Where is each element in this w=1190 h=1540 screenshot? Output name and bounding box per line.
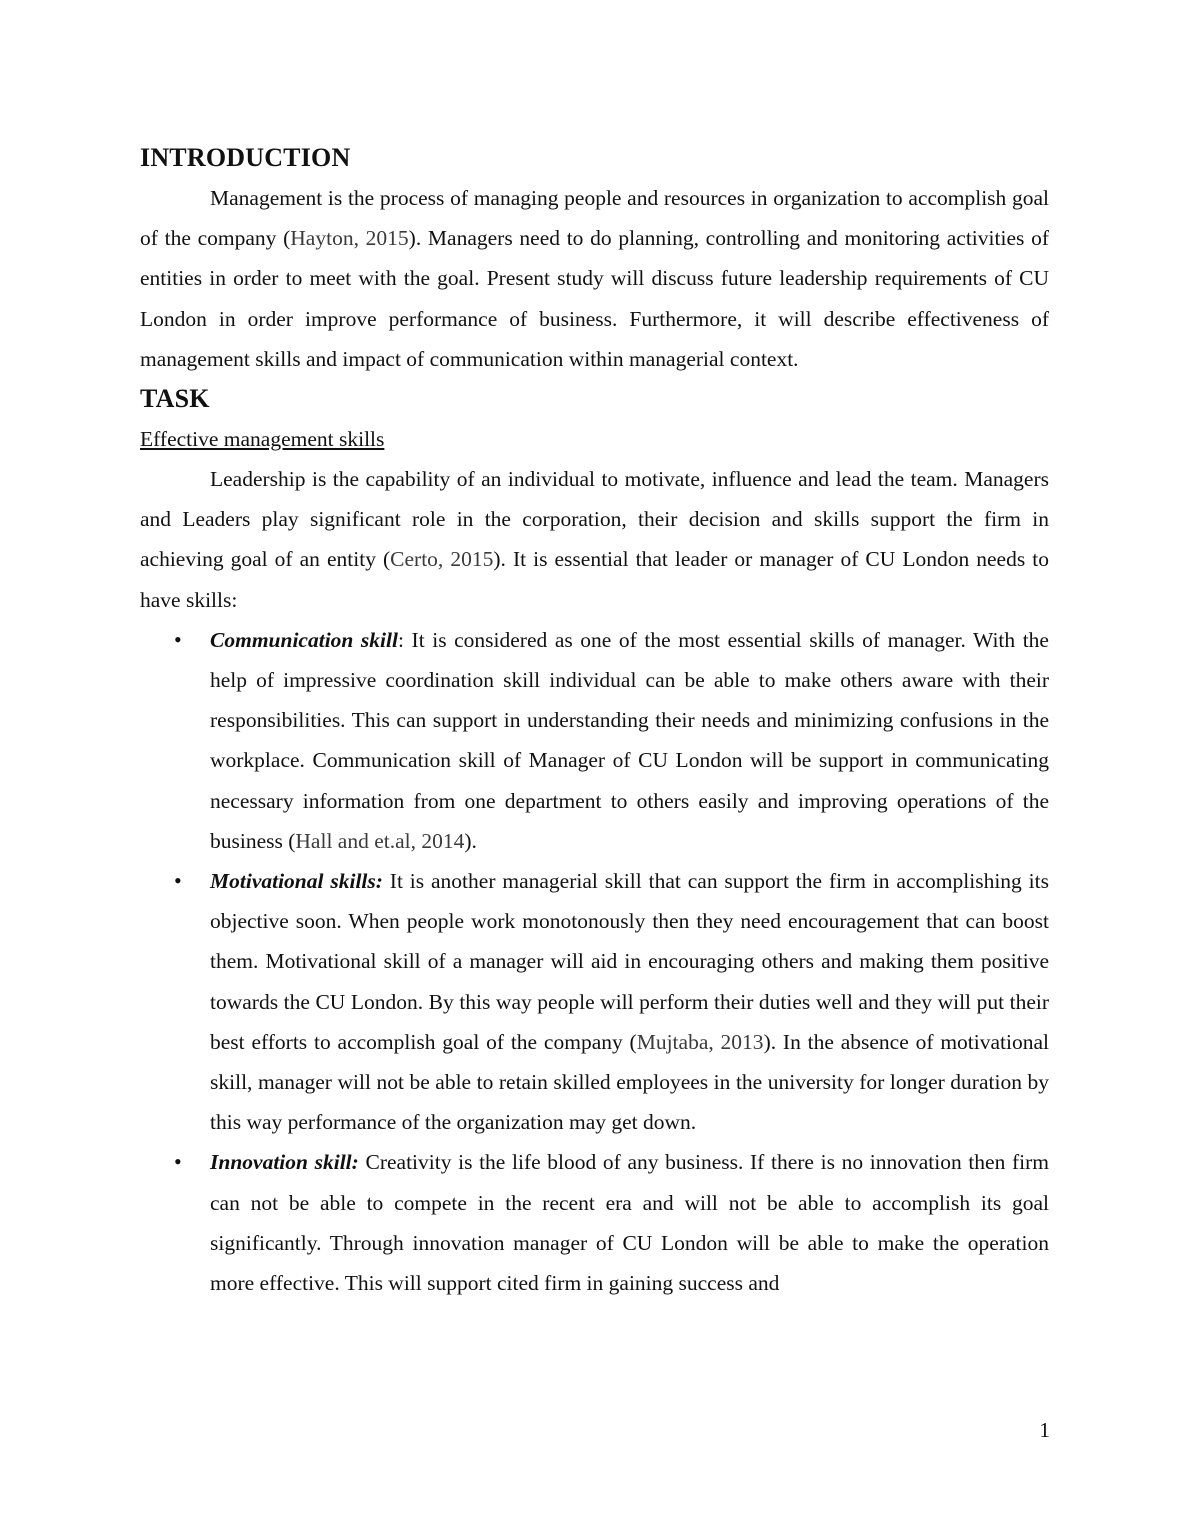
intro-text-2: ). Managers need to do planning, controlling and monitoring activities of entities in order to meet with the goal. Present study will discuss future leadership requirements of CU London in order improve performance of business. Furthermore, it will describe effectiveness of management skills and impact of communication within managerial context. [140,226,1049,371]
intro-text-1: Management is the process of managing people and resources in organization to accomplish goal of the company ( [140,186,1049,251]
list-item-communication [140,620,1049,861]
skill-citation: Hall and et.al, 2014 [295,828,465,853]
page-number: 1 [1039,1418,1050,1442]
intro-citation: Hayton, 2015 [290,226,409,251]
bullet-icon: • [174,626,182,652]
task-text-2: ). It is essential that leader or manager of CU London needs to have skills: [140,547,1049,612]
skill-term: Communication skill [210,627,398,652]
bullet-icon: • [174,868,182,894]
task-citation: Certo, 2015 [390,547,494,572]
list-item-motivational [140,861,1049,1142]
introduction-heading: INTRODUCTION [140,143,351,172]
skill-term: Motivational skills: [210,869,383,894]
skills-list [140,620,1049,1303]
skill-text-end: ). [464,828,477,853]
skill-separator: : [397,627,412,652]
task-paragraph [140,459,1049,620]
effective-skills-subheading: Effective management skills [140,427,385,452]
bullet-icon: • [174,1149,182,1175]
introduction-paragraph [140,178,1049,379]
skill-text-end: ). In the absence of motivational skill, manager will not be able to retain skilled employees in the university for longer duration by this way performance of the organization may get down. [210,1029,1049,1135]
task-heading: TASK [140,384,210,414]
skill-term: Innovation skill: [210,1150,359,1175]
skill-citation: Mujtaba, 2013 [636,1029,764,1054]
task-text-1: Leadership is the capability of an individual to motivate, influence and lead the team. Managers and Leaders play significant role in the corporation, their decision and skills support the firm in achieving goal of an entity ( [140,467,1049,572]
skill-separator [383,869,390,893]
skill-text: Creativity is the life blood of any business. If there is no innovation then firm can not be able to compete in the recent era and will not be able to accomplish its goal significantly. Through innovation manager of CU London will be able to make the operation more effective. This will support cited firm in gaining success and [210,1150,1050,1296]
page-content [140,138,1049,1303]
skill-text: It is another managerial skill that can support the firm in accomplishing its objective soon. When people work monotonously then they need encouragement that can boost them. Motivational skill of a manager will aid in encouraging others and making them positive towards the CU London. By this way people will perform their duties well and they will put their best efforts to accomplish goal of the company ( [210,869,1049,1054]
skill-text: It is considered as one of the most essential skills of manager. With the help of impressive coordination skill individual can be able to make others aware with their responsibilities. This can support in understanding their needs and minimizing confusions in the workplace. Communication skill of Manager of CU London will be support in communicating necessary information from one department to others easily and improving operations of the business ( [210,627,1049,853]
list-item-innovation [140,1142,1049,1303]
